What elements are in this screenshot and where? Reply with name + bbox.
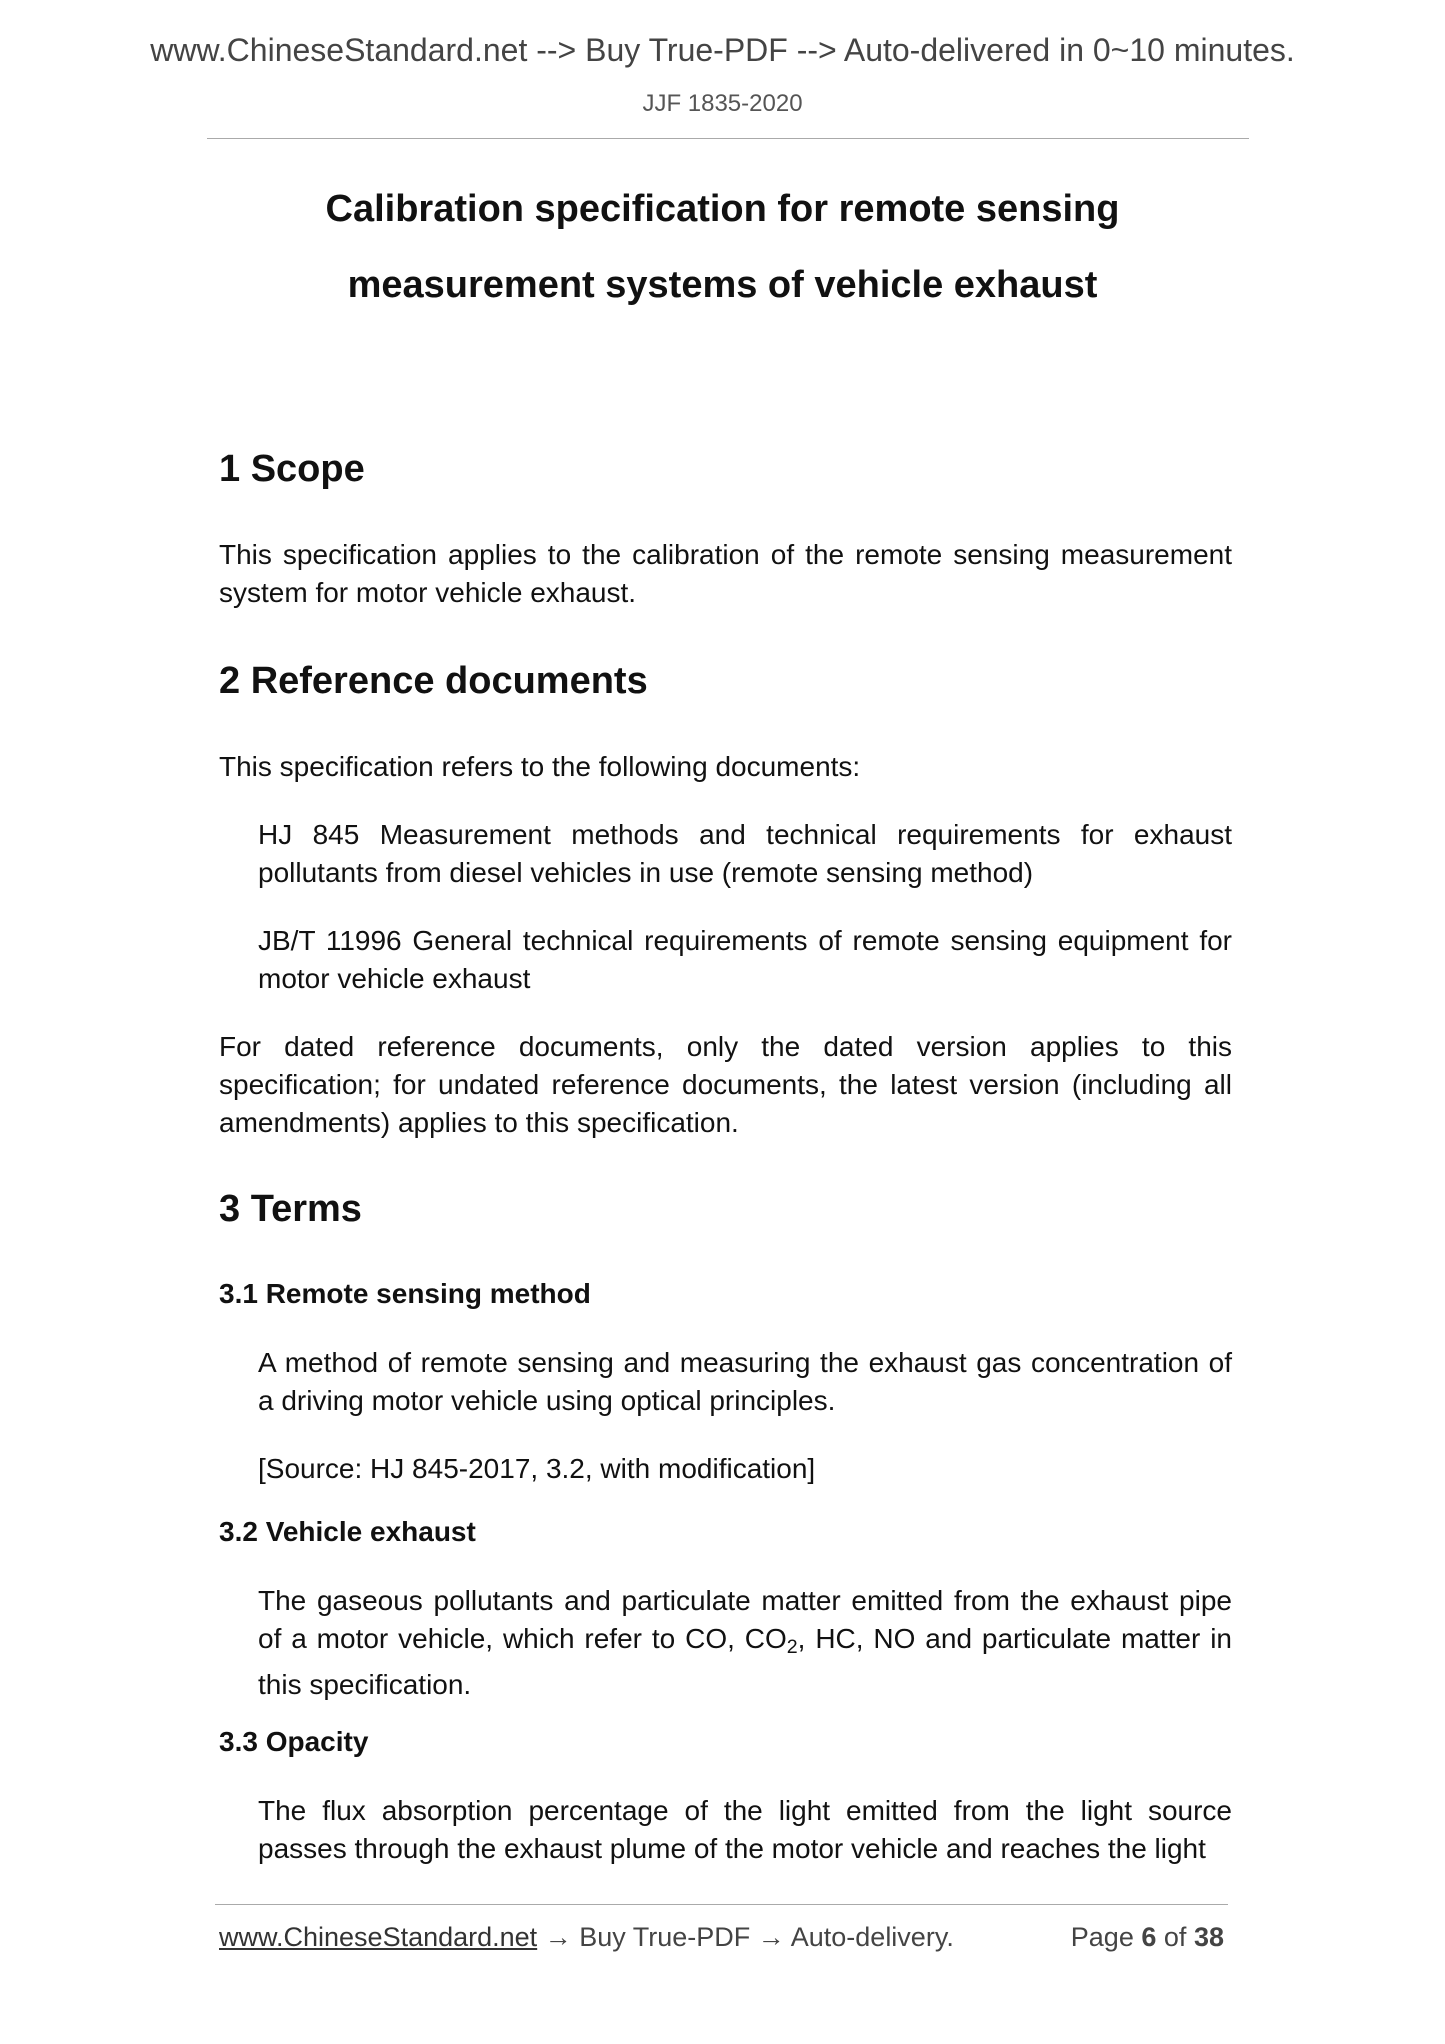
references-intro: This specification refers to the following documents: <box>219 751 861 782</box>
document-number: JJF 1835-2020 <box>642 90 803 117</box>
footer-site-link[interactable]: www.ChineseStandard.net <box>219 1922 538 1952</box>
term-source-3-1: [Source: HJ 845-2017, 3.2, with modification] <box>258 1453 816 1484</box>
footer-tagline: → Buy True-PDF → Auto-delivery. <box>537 1922 954 1952</box>
footer-left <box>219 1922 954 1953</box>
term-definition-3-1: A method of remote sensing and measuring the exhaust gas concentration of a driving motor vehicle using optical principles. <box>258 1347 1232 1416</box>
page-number: 6 <box>1141 1922 1157 1952</box>
of-label: of <box>1163 1922 1187 1952</box>
section-heading-scope: 1 Scope <box>219 448 365 490</box>
title-line-2: measurement systems of vehicle exhaust <box>347 264 1098 306</box>
term-heading-3-3: 3.3 Opacity <box>219 1726 369 1757</box>
page-footer <box>219 1922 1232 1962</box>
reference-item: JB/T 11996 General technical requirements of remote sensing equipment for motor vehicle exhaust <box>258 925 1232 994</box>
section-heading-terms: 3 Terms <box>219 1188 362 1230</box>
page-indicator <box>1071 1922 1224 1953</box>
term-heading-3-1: 3.1 Remote sensing method <box>219 1278 591 1309</box>
references-note: For dated reference documents, only the dated version applies to this specification; for undated reference documents, the latest version (including all amendments) applies to this specification. <box>219 1031 1232 1138</box>
top-banner: www.ChineseStandard.net --> Buy True-PDF --> Auto-delivered in 0~10 minutes. <box>150 32 1295 68</box>
subscript: 2 <box>786 1635 798 1658</box>
definition-text: , HC, NO and particulate matter in this specification. <box>258 1623 1232 1700</box>
page-label: Page <box>1070 1922 1134 1952</box>
reference-item: HJ 845 Measurement methods and technical requirements for exhaust pollutants from diesel vehicles in use (remote sensing method) <box>258 819 1232 888</box>
title-line-1: Calibration specification for remote sensing <box>325 188 1120 230</box>
term-definition-3-2 <box>258 1582 1232 1704</box>
definition-text: The gaseous pollutants and particulate matter emitted from the exhaust pipe of a motor vehicle, which refer to CO, CO <box>258 1585 1232 1654</box>
header-divider <box>207 138 1249 139</box>
scope-paragraph: This specification applies to the calibration of the remote sensing measurement system for motor vehicle exhaust. <box>219 539 1232 608</box>
term-heading-3-2: 3.2 Vehicle exhaust <box>219 1516 476 1547</box>
section-heading-references: 2 Reference documents <box>219 660 648 702</box>
term-definition-3-3: The flux absorption percentage of the light emitted from the light source passes through the exhaust plume of the motor vehicle and reaches the light <box>258 1795 1232 1864</box>
page-total: 38 <box>1193 1922 1224 1952</box>
footer-divider <box>215 1904 1228 1905</box>
